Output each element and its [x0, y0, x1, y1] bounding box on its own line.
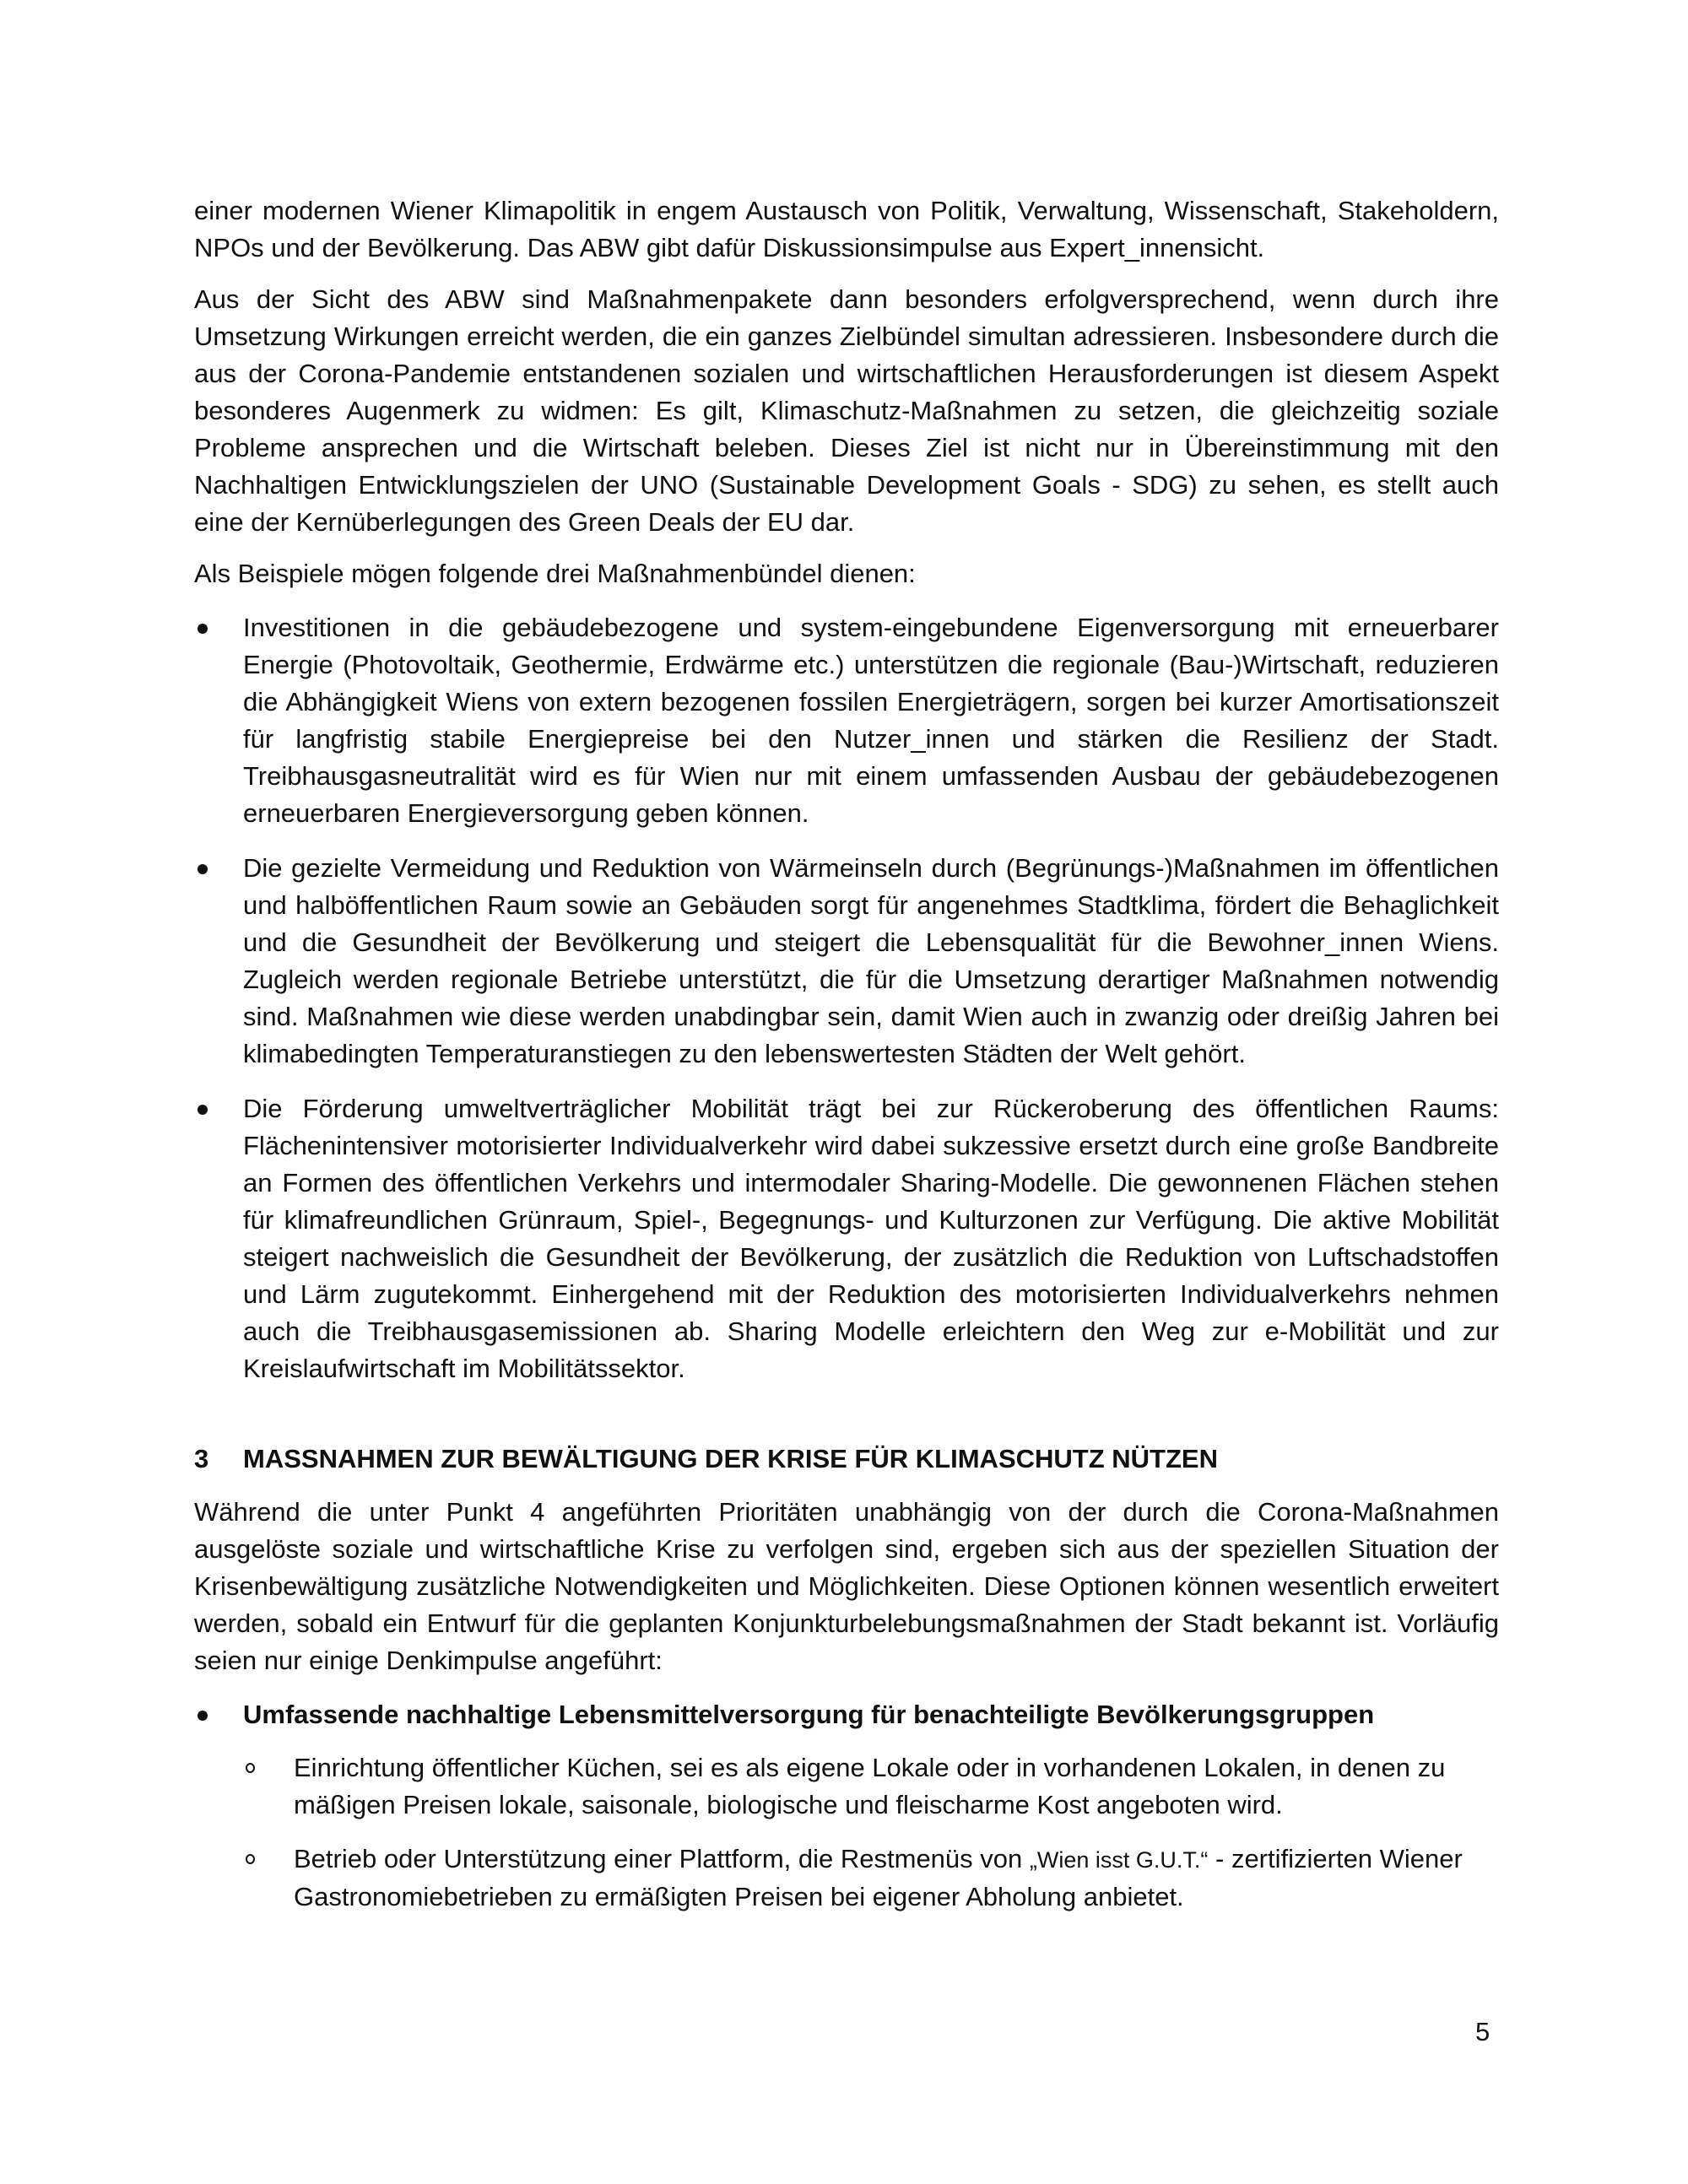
sub-item-text-before: Betrieb oder Unterstützung einer Plattform, die Restmenüs von [294, 1844, 1030, 1873]
document-page [194, 192, 1499, 1933]
sub-item-text-after: - zertifizierten Wiener Gastronomiebetrieben zu ermäßigten Preisen bei eigener Abholung anbietet. [294, 1844, 1463, 1911]
quoted-label: „Wien isst G.U.T.“ [1029, 1847, 1209, 1873]
examples-intro: Als Beispiele mögen folgende drei Maßnahmenbündel dienen: [194, 559, 916, 588]
sub-list-item [243, 1749, 1499, 1824]
list-item [194, 1696, 1499, 1916]
crisis-bullet-list [194, 1696, 1499, 1916]
section-number: 3 [194, 1444, 209, 1473]
bullet-icon [197, 1711, 208, 1721]
sub-item-text: Einrichtung öffentlicher Küchen, sei es als eigene Lokale oder in vorhandenen Lokalen, in denen zu mäßigen Preisen lokale, saisonale, biologische und fleischarme Kost angeboten wird. [294, 1753, 1446, 1819]
section-title: MASSNAHMEN ZUR BEWÄLTIGUNG DER KRISE FÜR KLIMASCHUTZ NÜTZEN [243, 1444, 1218, 1473]
page-number: 5 [1475, 2017, 1491, 2046]
circle-bullet-icon [246, 1763, 255, 1773]
circle-bullet-icon [246, 1854, 255, 1864]
bullet-icon [197, 1105, 208, 1115]
bullet-text: Investitionen in die gebäudebezogene und system-eingebundene Eigenversorgung mit erneuerbarer Energie (Photovoltaik, Geothermie, Erdwärme etc.) unterstützen die regionale (Bau-)Wirtschaft, reduzieren die Abhängigkeit Wiens von extern bezogenen fossilen Energieträgern, sorgen bei kurzer Amortisationszeit für langfristig stabile Energiepreise bei den Nutzer_innen und stärken die Resilienz der Stadt. Treibhausgasneutralität wird es für Wien nur mit einem umfassenden Ausbau der gebäudebezogenen erneuerbaren Energieversorgung geben können. [243, 613, 1499, 828]
section-paragraph: Während die unter Punkt 4 angeführten Prioritäten unabhängig von der durch die Corona-Maßnahmen ausgelöste soziale und wirtschaftliche Krise zu verfolgen sind, ergeben sich aus der speziellen Situation der Krisenbewältigung zusätzliche Notwendigkeiten und Möglichkeiten. Diese Optionen können wesentlich erweitert werden, sobald ein Entwurf für die geplanten Konjunkturbelebungsmaßnahmen der Stadt bekannt ist. Vorläufig seien nur einige Denkimpulse angeführt: [194, 1497, 1499, 1675]
bullet-text: Die gezielte Vermeidung und Reduktion von Wärmeinseln durch (Begrünungs-)Maßnahmen im öffentlichen und halböffentlichen Raum sowie an Gebäuden sorgt für angenehmes Stadtklima, fördert die Behaglichkeit und die Gesundheit der Bevölkerung und steigert die Lebensqualität für die Bewohner_innen Wiens. Zugleich werden regionale Betriebe unterstützt, die für die Umsetzung derartiger Maßnahmen notwendig sind. Maßnahmen wie diese werden unabdingbar sein, damit Wien auch in zwanzig oder dreißig Jahren bei klimabedingten Temperaturanstiegen zu den lebenswertesten Städten der Welt gehört. [243, 853, 1499, 1068]
list-item [194, 1090, 1499, 1387]
bullet-text: Die Förderung umweltverträglicher Mobilität trägt bei zur Rückeroberung des öffentlichen Raums: Flächenintensiver motorisierter Individualverkehr wird dabei sukzessive ersetzt durch eine große Bandbreite an Formen des öffentlichen Verkehrs und intermodaler Sharing-Modelle. Die gewonnenen Flächen stehen für klimafreundlichen Grünraum, Spiel-, Begegnungs- und Kulturzonen zur Verfügung. Die aktive Mobilität steigert nachweislich die Gesundheit der Bevölkerung, der zusätzlich die Reduktion von Luftschadstoffen und Lärm zugutekommt. Einhergehend mit der Reduktion des motorisierten Individualverkehrs nehmen auch die Treibhausgasemissionen ab. Sharing Modelle erleichtern den Weg zur e-Mobilität und zur Kreislaufwirtschaft im Mobilitätssektor. [243, 1094, 1499, 1383]
section-heading [194, 1441, 1499, 1478]
list-item [194, 609, 1499, 832]
sub-list [243, 1749, 1499, 1916]
intro-paragraph: einer modernen Wiener Klimapolitik in engem Austausch von Politik, Verwaltung, Wissenschaft, Stakeholdern, NPOs und der Bevölkerung. Das ABW gibt dafür Diskussionsimpulse aus Expert_innensicht. [194, 196, 1499, 262]
paragraph-measures-packages: Aus der Sicht des ABW sind Maßnahmenpakete dann besonders erfolgversprechend, wenn durch ihre Umsetzung Wirkungen erreicht werden, die ein ganzes Zielbündel simultan adressieren. Insbesondere durch die aus der Corona-Pandemie entstandenen sozialen und wirtschaftlichen Herausforderungen ist diesem Aspekt besonderes Augenmerk zu widmen: Es gilt, Klimaschutz-Maßnahmen zu setzen, die gleichzeitig soziale Probleme ansprechen und die Wirtschaft beleben. Dieses Ziel ist nicht nur in Übereinstimmung mit den Nachhaltigen Entwicklungszielen der UNO (Sustainable Development Goals - SDG) zu sehen, es stellt auch eine der Kernüberlegungen des Green Deals der EU dar. [194, 284, 1499, 537]
sub-list-item [243, 1841, 1499, 1916]
list-item [194, 850, 1499, 1073]
measures-bullet-list [194, 609, 1499, 1387]
bullet-icon [197, 624, 208, 634]
bullet-icon [197, 864, 208, 874]
bold-bullet-text: Umfassende nachhaltige Lebensmittelversorgung für benachteiligte Bevölkerungsgruppen [243, 1700, 1375, 1729]
